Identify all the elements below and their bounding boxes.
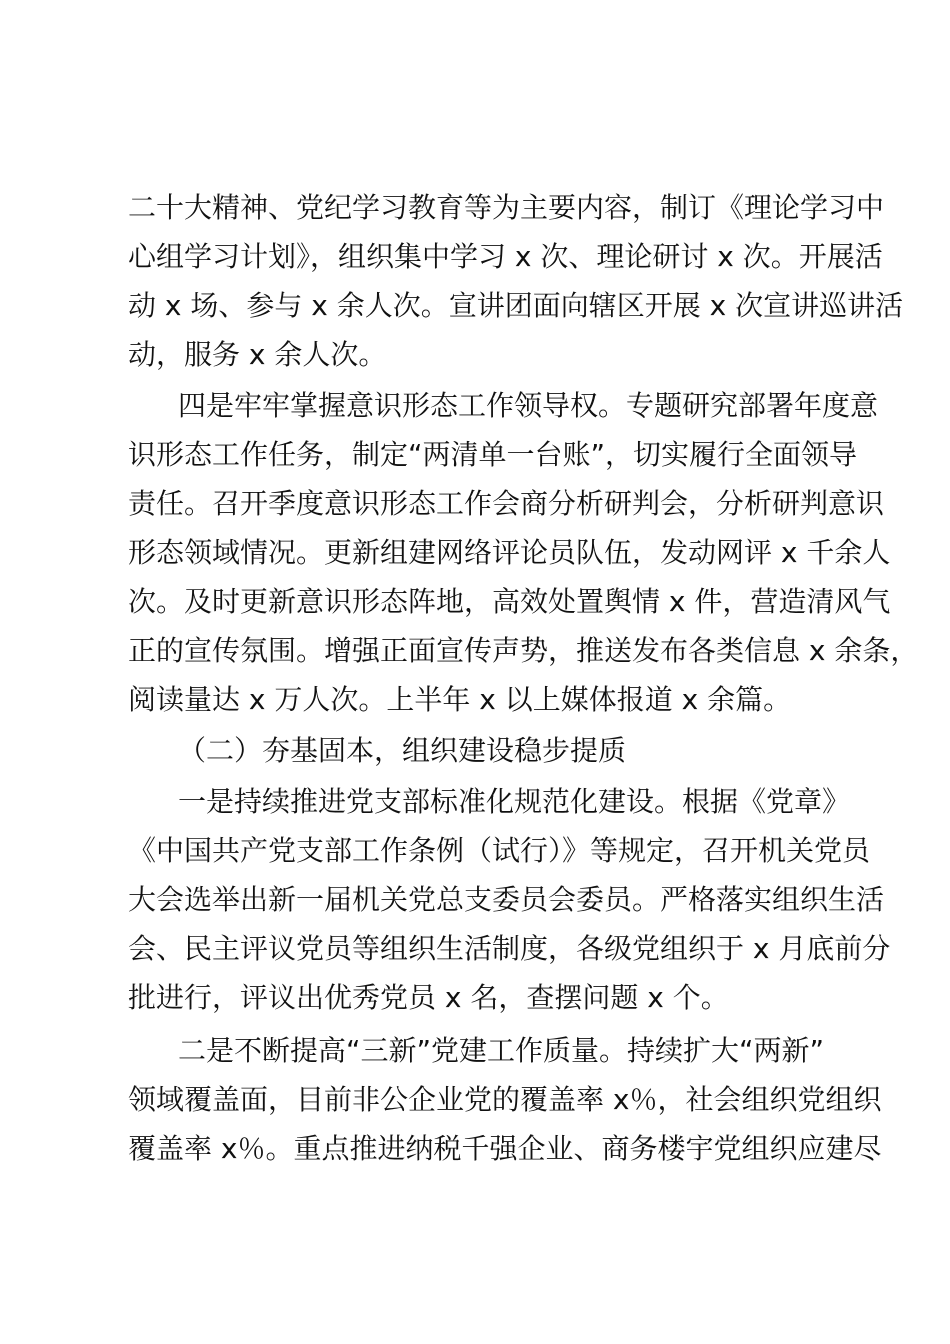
text-line: 批进行，评议出优秀党员 x 名，查摆问题 x 个。 xyxy=(128,981,729,1014)
paragraph-start-line: 一是持续推进党支部标准化规范化建设。根据《党章》 xyxy=(178,785,851,818)
paragraph-start-line: 二是不断提高“三新”党建工作质量。持续扩大“两新” xyxy=(178,1034,825,1067)
text-line: 会、民主评议党员等组织生活制度，各级党组织于 x 月底前分 xyxy=(128,932,891,965)
text-line: 动，服务 x 余人次。 xyxy=(128,338,387,371)
text-line: 《中国共产党支部工作条例（试行）》等规定，召开机关党员 xyxy=(128,834,871,867)
text-line: 动 x 场、参与 x 余人次。宣讲团面向辖区开展 x 次宣讲巡讲活 xyxy=(128,289,904,322)
section-heading: （二）夯基固本，组织建设稳步提质 xyxy=(178,734,627,767)
text-line: 识形态工作任务，制定“两清单一台账”，切实履行全面领导 xyxy=(128,438,858,471)
paragraph-start-line: 四是牢牢掌握意识形态工作领导权。专题研究部署年度意 xyxy=(178,389,879,422)
text-line: 次。及时更新意识形态阵地，高效处置舆情 x 件，营造清风气 xyxy=(128,585,891,618)
text-line: 二十大精神、党纪学习教育等为主要内容，制订《理论学习中 xyxy=(128,191,885,224)
text-line: 覆盖率 x％。重点推进纳税千强企业、商务楼宇党组织应建尽 xyxy=(128,1132,882,1165)
text-line: 大会选举出新一届机关党总支委员会委员。严格落实组织生活 xyxy=(128,883,885,916)
text-line: 阅读量达 x 万人次。上半年 x 以上媒体报道 x 余篇。 xyxy=(128,683,792,716)
text-line: 心组学习计划》，组织集中学习 x 次、理论研讨 x 次。开展活 xyxy=(128,240,883,273)
text-line: 领域覆盖面，目前非公企业党的覆盖率 x％，社会组织党组织 xyxy=(128,1083,882,1116)
text-line: 正的宣传氛围。增强正面宣传声势，推送发布各类信息 x 余条， xyxy=(128,634,919,667)
text-line: 形态领域情况。更新组建网络评论员队伍，发动网评 x 千余人 xyxy=(128,536,891,569)
text-line: 责任。召开季度意识形态工作会商分析研判会，分析研判意识 xyxy=(128,487,885,520)
